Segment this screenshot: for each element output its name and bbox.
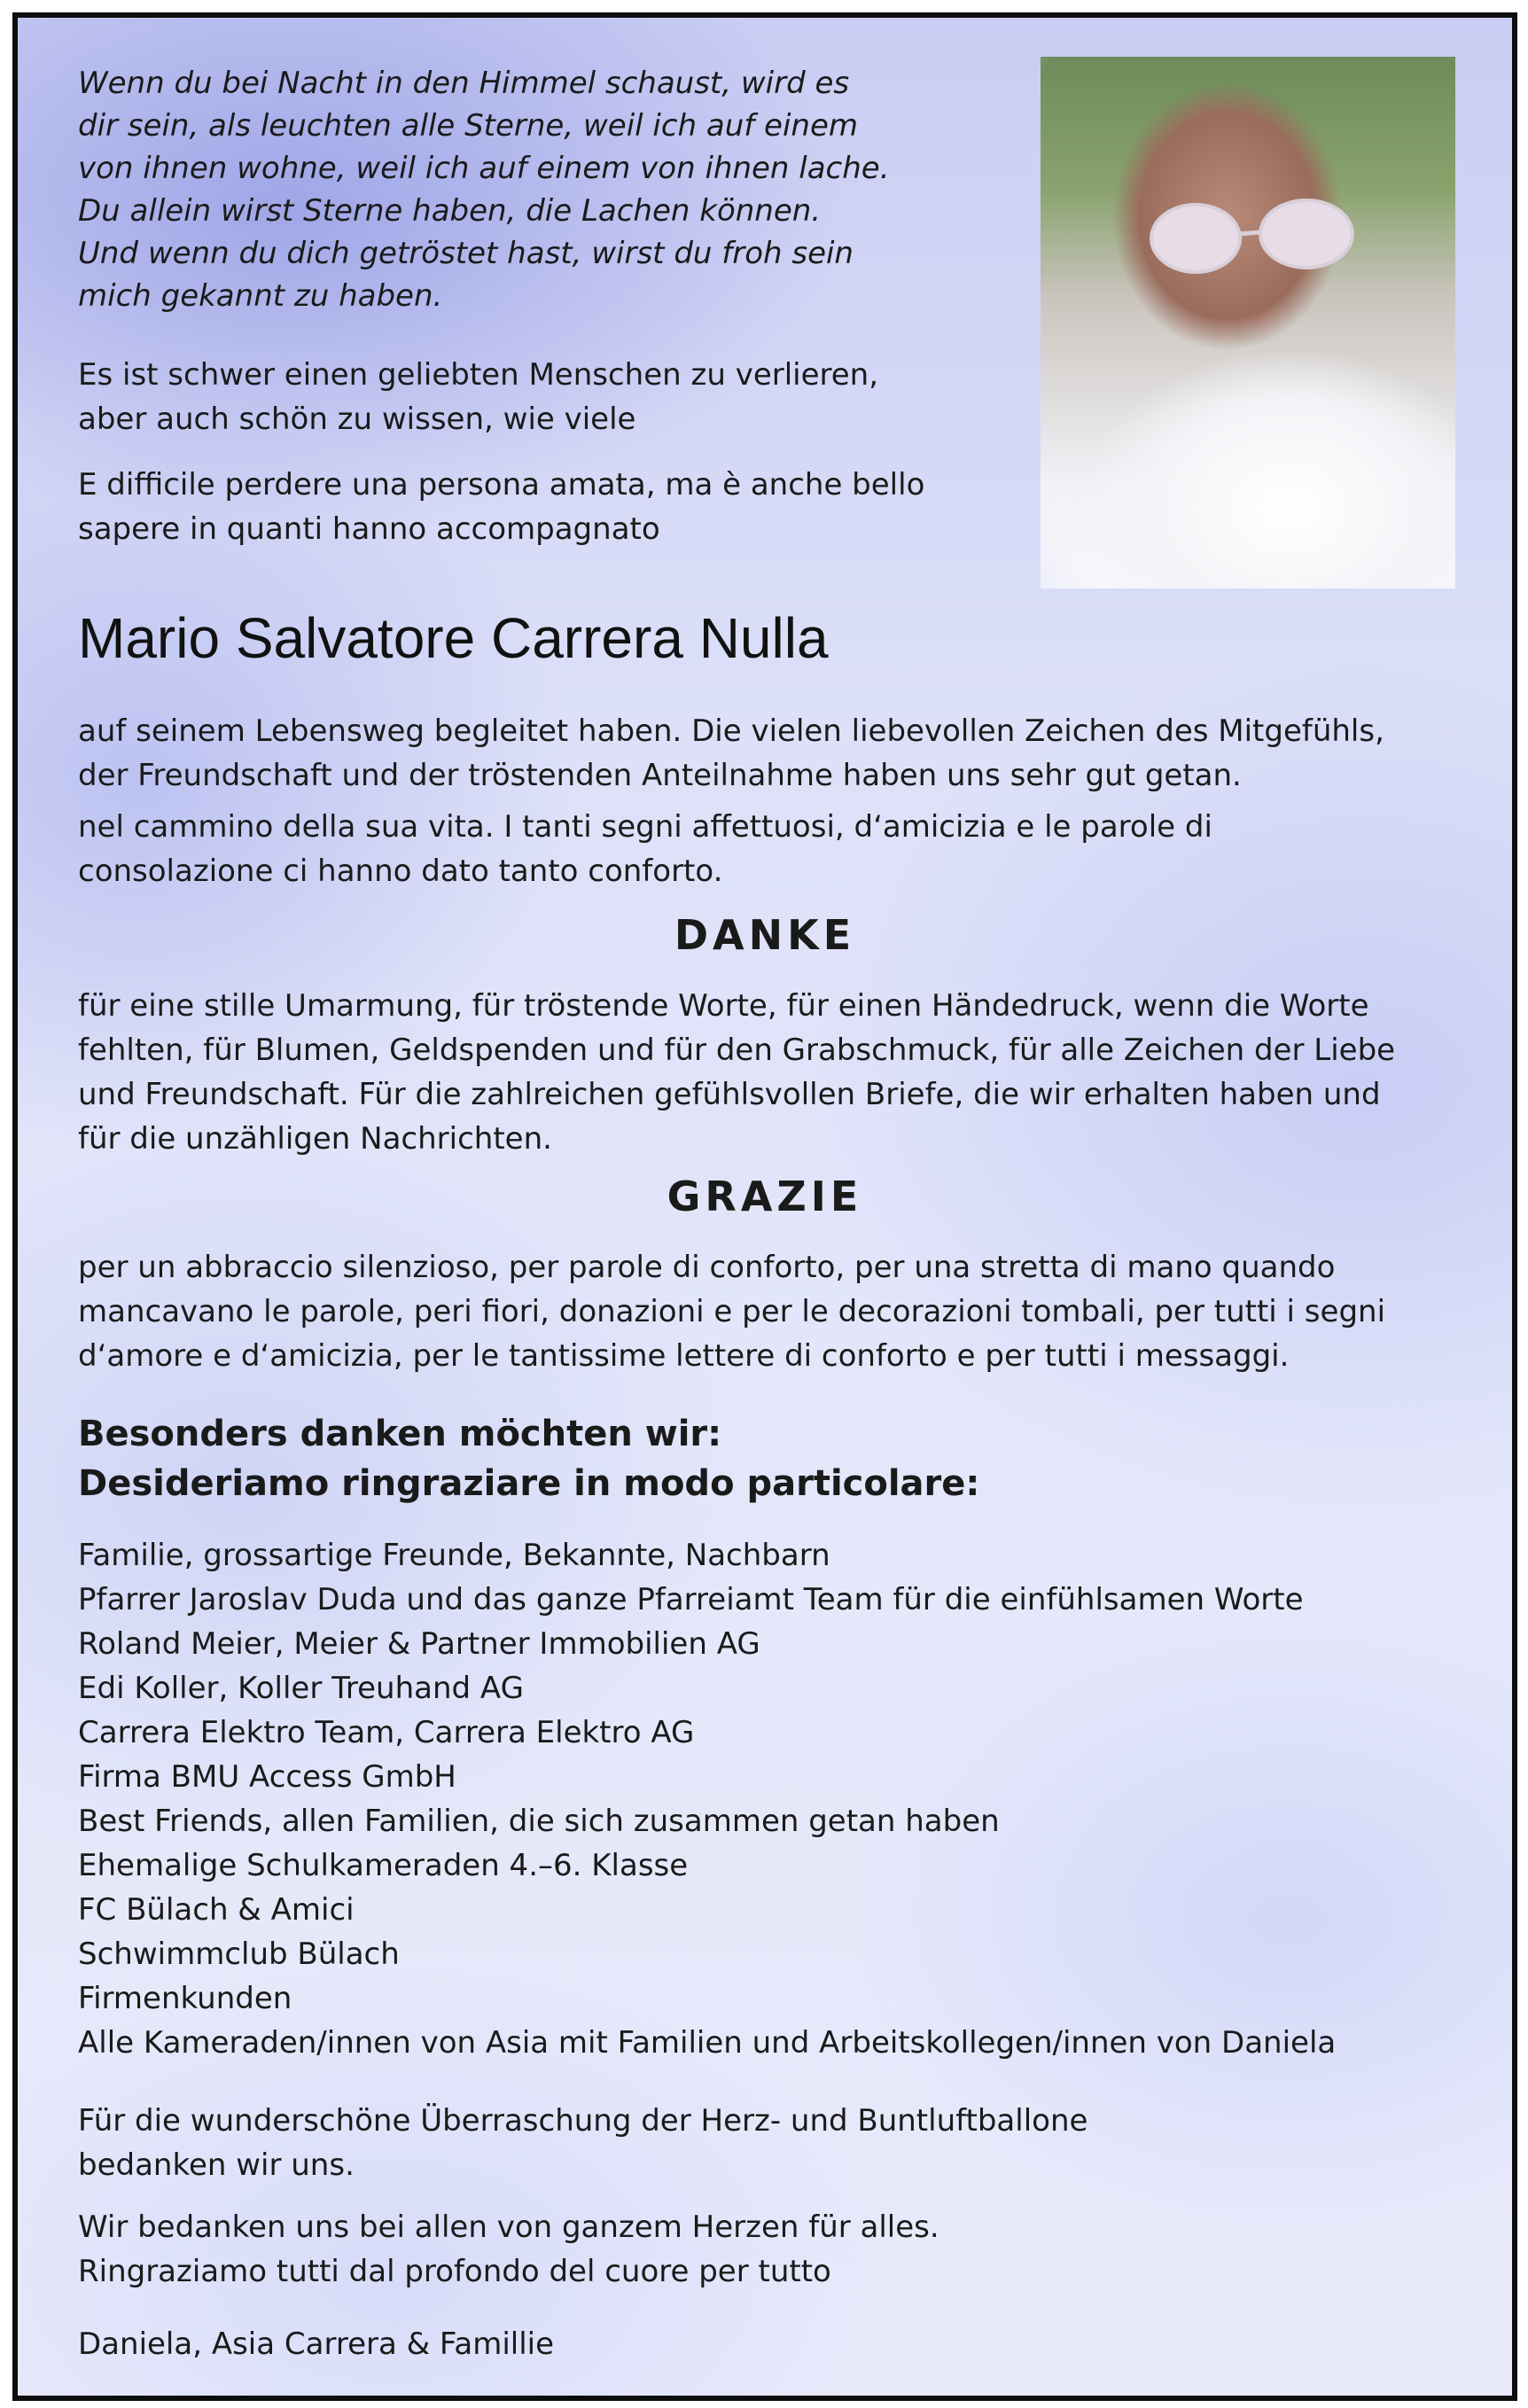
balloons-line: Für die wunderschöne Überraschung der Herz- und Buntluftballone [78,2103,1088,2139]
portrait-photo [1041,57,1455,588]
poem-line: Und wenn du dich getröstet hast, wirst du froh sein [78,236,854,271]
balloons-thanks [78,2099,1088,2187]
danke-line: fehlten, für Blumen, Geldspenden und für den Grabschmuck, für alle Zeichen der Liebe [78,1033,1396,1068]
list-item: Firma BMU Access GmbH [78,1759,456,1795]
balloons-line: bedanken wir uns. [78,2147,355,2183]
closing-line: Ringraziamo tutti dal profondo del cuore per tutto [78,2254,831,2289]
danke-line: für die unzähligen Nachrichten. [78,1121,552,1157]
poem [78,62,1009,317]
list-item: FC Bülach & Amici [78,1892,355,1928]
grazie-line: mancavano le parole, peri fiori, donazioni e per le decorazioni tombali, per tutti i segni [78,1294,1386,1329]
danke-line: für eine stille Umarmung, für tröstende Worte, für einen Händedruck, wenn die Worte [78,988,1369,1024]
special-heading-italian: Desideriamo ringraziare in modo particolare: [78,1463,980,1504]
grazie-line: d‘amore e d‘amicizia, per le tantissime lettere di conforto e per tutti i messaggi. [78,1338,1290,1374]
intro-italian [78,463,924,551]
sunglasses-icon [1147,199,1360,278]
special-thanks-list [78,1533,1336,2065]
thanks-italian [78,805,1212,893]
signature: Daniela, Asia Carrera & Famillie [78,2326,555,2362]
list-item: Familie, grossartige Freunde, Bekannte, Nachbarn [78,1538,830,1573]
grazie-line: per un abbraccio silenzioso, per parole di conforto, per una stretta di mano quando [78,1250,1336,1285]
list-item: Schwimmclub Bülach [78,1937,400,1972]
intro-german [78,353,878,441]
list-item: Carrera Elektro Team, Carrera Elektro AG [78,1715,695,1750]
thanks-german [78,709,1384,798]
poem-line: Du allein wirst Sterne haben, die Lachen können. [78,193,822,229]
grazie-text [78,1245,1385,1378]
poem-line: Wenn du bei Nacht in den Himmel schaust, wird es [78,66,850,101]
list-item: Roland Meier, Meier & Partner Immobilien AG [78,1626,760,1662]
intro-line: Es ist schwer einen geliebten Menschen zu verlieren, [78,357,879,393]
deceased-name: Mario Salvatore Carrera Nulla [78,606,829,670]
poem-line: von ihnen wohne, weil ich auf einem von ihnen lache. [78,151,890,186]
closing-line: Wir bedanken uns bei allen von ganzem Herzen für alles. [78,2209,939,2245]
danke-text [78,984,1395,1161]
special-heading-german: Besonders danken möchten wir: [78,1414,722,1454]
list-item: Best Friends, allen Familien, die sich zusammen getan haben [78,1804,1000,1839]
thanks-line: der Freundschaft und der tröstenden Anteilnahme haben uns sehr gut getan. [78,758,1242,793]
thanks-line: auf seinem Lebensweg begleitet haben. Die vielen liebevollen Zeichen des Mitgefühls, [78,713,1384,749]
intro-line: aber auch schön zu wissen, wie viele [78,401,636,437]
list-item: Edi Koller, Koller Treuhand AG [78,1671,524,1706]
closing-thanks [78,2205,939,2294]
danke-heading: DANKE [674,911,856,959]
intro-line: sapere in quanti hanno accompagnato [78,511,660,547]
obituary-frame [12,12,1517,2401]
thanks-line: nel cammino della sua vita. I tanti segni affettuosi, d‘amicizia e le parole di [78,809,1212,845]
list-item: Firmenkunden [78,1981,292,2016]
poem-line: dir sein, als leuchten alle Sterne, weil ich auf einem [78,108,858,144]
poem-line: mich gekannt zu haben. [78,278,443,314]
list-item: Pfarrer Jaroslav Duda und das ganze Pfarreiamt Team für die einfühlsamen Worte [78,1582,1304,1617]
danke-line: und Freundschaft. Für die zahlreichen gefühlsvollen Briefe, die wir erhalten haben und [78,1077,1381,1112]
special-thanks-heading [78,1409,979,1508]
thanks-line: consolazione ci hanno dato tanto conforto. [78,853,723,889]
list-item: Alle Kameraden/innen von Asia mit Familien und Arbeitskollegen/innen von Daniela [78,2025,1337,2061]
list-item: Ehemalige Schulkameraden 4.–6. Klasse [78,1848,689,1883]
intro-line: E difficile perdere una persona amata, ma è anche bello [78,467,925,503]
grazie-heading: GRAZIE [667,1173,863,1220]
